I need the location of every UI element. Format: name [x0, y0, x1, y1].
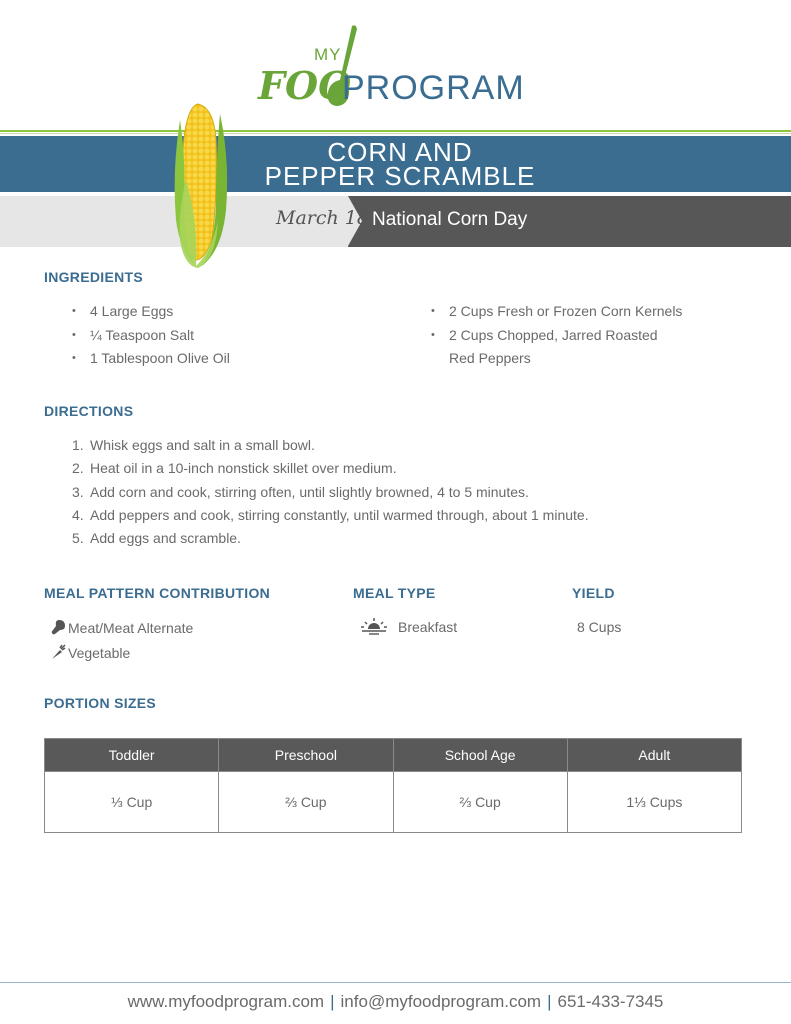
list-item-continuation: Red Peppers: [449, 350, 531, 366]
step-text: Add corn and cook, stirring often, until slightly browned, 4 to 5 minutes.: [90, 483, 529, 500]
ingredients-heading: INGREDIENTS: [44, 269, 143, 285]
portion-sizes-heading: PORTION SIZES: [44, 695, 157, 711]
meal-type-value: [360, 616, 457, 642]
email-link[interactable]: info@myfoodprogram.com: [340, 992, 542, 1011]
recipe-date: March 18: [276, 207, 369, 229]
meal-type-label: Breakfast: [398, 619, 458, 635]
yield-value: 8 Cups: [577, 619, 622, 635]
footer-divider: [0, 982, 791, 983]
list-item: • ¼ Teaspoon Salt: [72, 324, 230, 348]
step-text: Whisk eggs and salt in a small bowl.: [90, 437, 315, 453]
meal-pattern-label: Vegetable: [68, 645, 131, 661]
list-item: • 2 Cups Fresh or Frozen Corn Kernels: [431, 300, 682, 324]
meal-type-heading: MEAL TYPE: [353, 585, 436, 601]
step-number: 3.: [72, 483, 84, 500]
step-text: Add peppers and cook, stirring constantly, until warmed through, about 1 minute.: [90, 506, 589, 523]
meal-pattern-item: [50, 617, 193, 642]
column-header: Preschool: [219, 739, 393, 772]
footer: [0, 992, 791, 1012]
table-cell: ⅔ Cup: [219, 772, 393, 833]
step-number: 5.: [72, 530, 84, 547]
table-header-row: [45, 739, 742, 772]
recipe-title: [250, 137, 550, 191]
header-divider-thin: [0, 133, 791, 134]
table-cell: ⅔ Cup: [393, 772, 567, 833]
ingredients-list-left: [72, 300, 230, 371]
list-item: • 1 Tablespoon Olive Oil: [72, 347, 230, 371]
website-link[interactable]: www.myfoodprogram.com: [127, 992, 325, 1011]
directions-list: [72, 434, 589, 550]
list-item: [72, 527, 589, 550]
step-number: 4.: [72, 506, 84, 523]
list-item: [72, 457, 589, 480]
column-header: School Age: [393, 739, 567, 772]
recipe-title-line1: CORN AND: [327, 137, 473, 167]
portion-table: [44, 738, 742, 833]
table-row: [45, 772, 742, 833]
corn-icon: [168, 100, 232, 270]
logo-my: MY: [314, 45, 342, 64]
logo-food: FOO: [258, 63, 352, 108]
header-divider: [0, 130, 791, 132]
step-text: Add eggs and scramble.: [90, 530, 241, 547]
list-item: [72, 504, 589, 527]
carrot-icon: [50, 644, 68, 667]
recipe-title-line2: PEPPER SCRAMBLE: [264, 161, 536, 191]
meal-pattern-label: Meat/Meat Alternate: [68, 620, 194, 636]
list-item: • 2 Cups Chopped, Jarred Roasted: [431, 324, 682, 348]
meal-pattern-item: [50, 642, 193, 667]
logo-program: PROGRAM: [342, 69, 525, 107]
sunrise-icon: [360, 617, 388, 642]
drumstick-icon: [50, 619, 68, 642]
table-cell: ⅓ Cup: [45, 772, 219, 833]
step-text: Heat oil in a 10-inch nonstick skillet over medium.: [90, 460, 397, 477]
footer-separator: |: [330, 992, 335, 1011]
phone-number[interactable]: 651-433-7345: [557, 992, 664, 1011]
list-item: [72, 434, 589, 457]
list-item: • 4 Large Eggs: [72, 300, 230, 324]
list-item: [72, 481, 589, 504]
column-header: Adult: [567, 739, 741, 772]
meal-pattern-list: [50, 617, 193, 667]
column-header: Toddler: [45, 739, 219, 772]
table-cell: 1⅓ Cups: [567, 772, 741, 833]
ingredients-list-right: [431, 300, 682, 371]
step-number: 1.: [72, 437, 84, 453]
footer-separator: |: [547, 992, 552, 1011]
logo: [256, 22, 546, 112]
step-number: 2.: [72, 460, 84, 477]
directions-heading: DIRECTIONS: [44, 403, 134, 419]
meal-pattern-heading: MEAL PATTERN CONTRIBUTION: [44, 585, 271, 601]
yield-heading: YIELD: [572, 585, 615, 601]
list-item: [431, 347, 682, 371]
event-name: National Corn Day: [372, 209, 528, 230]
